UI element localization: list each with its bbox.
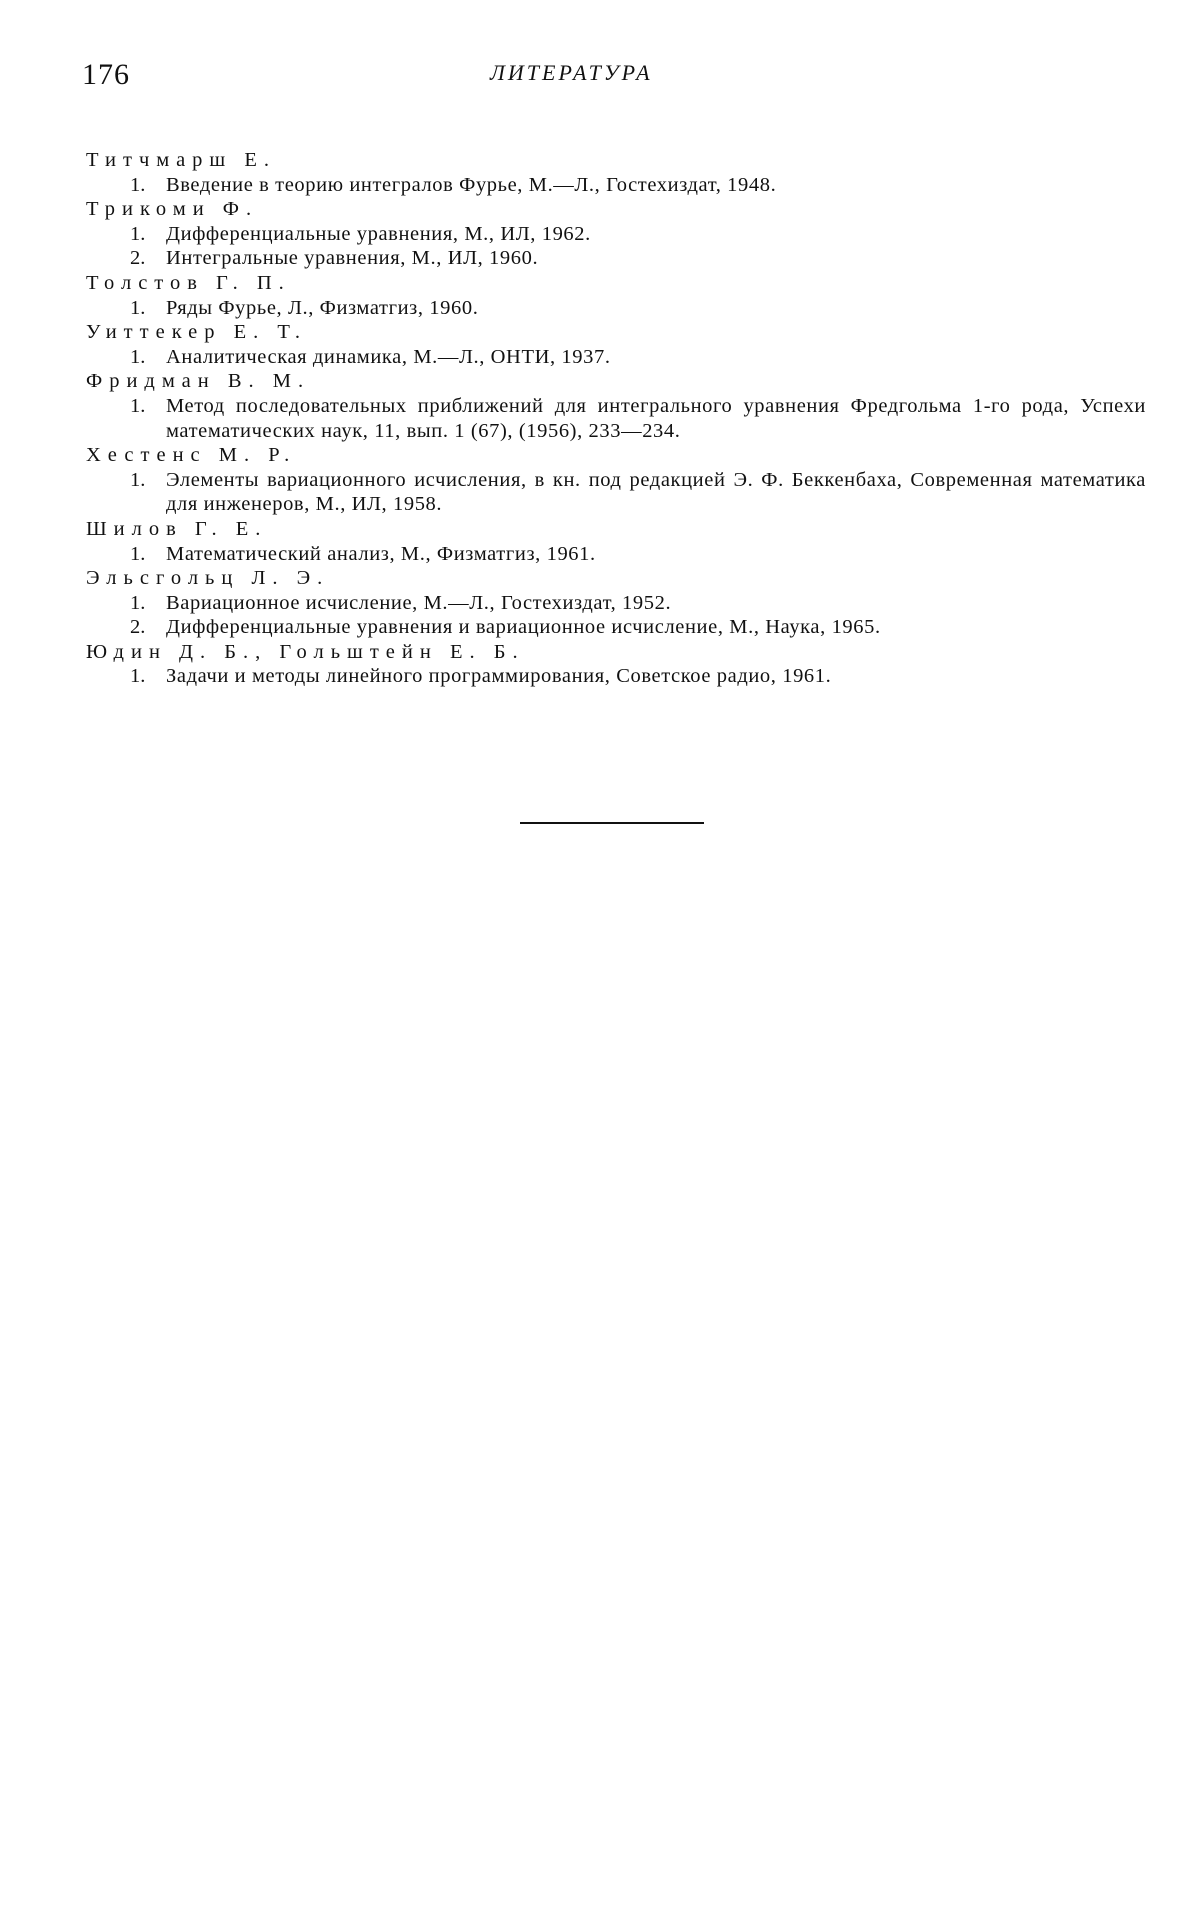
entry-text: Ряды Фурье, Л., Физматгиз, 1960.: [166, 296, 479, 319]
entry-number: 2.: [130, 616, 146, 639]
entry-text: Элементы вариационного исчисления, в кн. под редакцией Э. Ф. Беккенбаха, Современная математика для инженеров, М., ИЛ, 1958.: [166, 468, 1146, 516]
entry-number: 1.: [130, 394, 146, 417]
entry-text: Введение в теорию интегралов Фурье, М.—Л., Гостехиздат, 1948.: [166, 173, 777, 196]
bibliography-entry: [86, 296, 1146, 321]
bibliography-author-block: [86, 197, 1146, 271]
bibliography-entry: [86, 345, 1146, 370]
bibliography-author-block: [86, 517, 1146, 566]
bibliography-entry: [86, 615, 1146, 640]
entry-number: 1.: [130, 665, 146, 688]
running-title: ЛИТЕРАТУРА: [490, 60, 653, 85]
bibliography-author-block: [86, 271, 1146, 320]
author-name: Хестенс М. Р.: [86, 444, 297, 467]
bibliography-entry: [86, 246, 1146, 271]
end-rule-divider: [520, 822, 704, 824]
author-name: Толстов Г. П.: [86, 271, 291, 294]
bibliography-list: [86, 148, 1146, 689]
bibliography-author-block: [86, 369, 1146, 443]
bibliography-author-block: [86, 148, 1146, 197]
author-name: Шилов Г. Е.: [86, 517, 268, 540]
bibliography-entry: [86, 394, 1146, 443]
bibliography-entry: [86, 542, 1146, 567]
bibliography-author-block: [86, 640, 1146, 689]
entry-number: 2.: [130, 247, 146, 270]
entry-text: Метод последовательных приближений для интегрального уравнения Фредгольма 1-го рода, Успехи математических наук, 11, вып. 1 (67), (1956), 233—234.: [166, 394, 1146, 442]
entry-text: Интегральные уравнения, М., ИЛ, 1960.: [166, 247, 539, 270]
bibliography-entry: [86, 222, 1146, 247]
author-name: Трикоми Ф.: [86, 198, 259, 221]
author-name: Фридман В. М.: [86, 370, 311, 393]
author-name: Юдин Д. Б., Гольштейн Е. Б.: [86, 640, 525, 663]
entry-number: 1.: [130, 591, 146, 614]
entry-number: 1.: [130, 345, 146, 368]
bibliography-entry: [86, 664, 1146, 689]
entry-number: 1.: [130, 222, 146, 245]
entry-text: Вариационное исчисление, М.—Л., Гостехиздат, 1952.: [166, 591, 672, 614]
entry-text: Дифференциальные уравнения и вариационное исчисление, М., Наука, 1965.: [166, 616, 881, 639]
entry-text: Дифференциальные уравнения, М., ИЛ, 1962.: [166, 222, 591, 245]
entry-number: 1.: [130, 173, 146, 196]
author-name: Уиттекер Е. Т.: [86, 321, 307, 344]
entry-number: 1.: [130, 542, 146, 565]
bibliography-entry: [86, 173, 1146, 198]
entry-text: Математический анализ, М., Физматгиз, 1961.: [166, 542, 596, 565]
bibliography-author-block: [86, 566, 1146, 640]
page-number: 176: [82, 58, 130, 91]
author-name: Титчмарш Е.: [86, 149, 276, 171]
author-name: Эльсгольц Л. Э.: [86, 567, 330, 590]
entry-number: 1.: [130, 296, 146, 319]
entry-number: 1.: [130, 468, 146, 491]
bibliography-entry: [86, 591, 1146, 616]
bibliography-author-block: [86, 443, 1146, 517]
entry-text: Задачи и методы линейного программирования, Советское радио, 1961.: [166, 665, 832, 688]
bibliography-entry: [86, 468, 1146, 517]
entry-text: Аналитическая динамика, М.—Л., ОНТИ, 1937.: [166, 345, 611, 368]
bibliography-author-block: [86, 320, 1146, 369]
